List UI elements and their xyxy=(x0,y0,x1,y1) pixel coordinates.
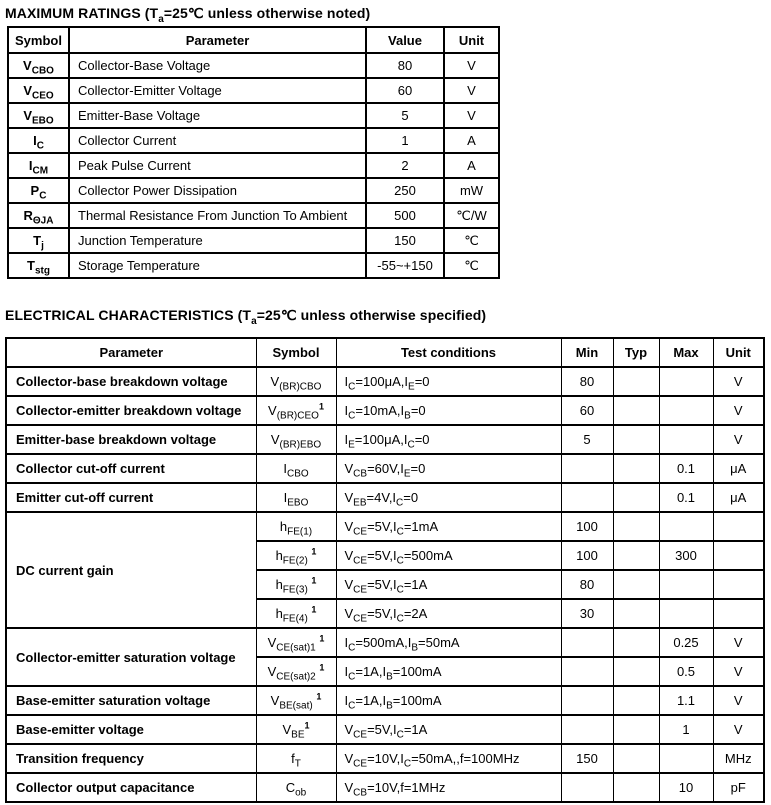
cell-min: 80 xyxy=(561,570,613,599)
cell-typ xyxy=(613,599,659,628)
cell-unit: V xyxy=(713,367,764,396)
table-header-row xyxy=(6,338,764,367)
cell-max: 10 xyxy=(659,773,713,802)
cell-symbol: $T_j$ xyxy=(8,228,69,253)
column-header-typ: Typ xyxy=(613,338,659,367)
cell-unit: V xyxy=(444,78,499,103)
cell-unit: V xyxy=(713,628,764,657)
cell-min xyxy=(561,686,613,715)
cell-max: 0.1 xyxy=(659,483,713,512)
cell-unit: μA xyxy=(713,483,764,512)
cell-unit: ℃/W xyxy=(444,203,499,228)
table-row xyxy=(6,744,764,773)
cell-test-conditions: $V_{CE}=5V,I_C=1A$ xyxy=(336,715,561,744)
cell-unit xyxy=(713,512,764,541)
cell-min: 80 xyxy=(561,367,613,396)
cell-max: 300 xyxy=(659,541,713,570)
table-row xyxy=(8,53,499,78)
cell-typ xyxy=(613,425,659,454)
table-row xyxy=(8,228,499,253)
cell-parameter: Collector Current xyxy=(69,128,366,153)
cell-unit: A xyxy=(444,128,499,153)
cell-unit: V xyxy=(713,715,764,744)
column-header-unit: Unit xyxy=(713,338,764,367)
cell-symbol: $T_{stg}$ xyxy=(8,253,69,278)
cell-min: 100 xyxy=(561,541,613,570)
cell-test-conditions: $V_{CE}=5V,I_C=1mA$ xyxy=(336,512,561,541)
cell-unit: V xyxy=(713,396,764,425)
cell-max xyxy=(659,570,713,599)
cell-parameter: Emitter-base breakdown voltage xyxy=(6,425,256,454)
cell-test-conditions: $I_C=1A,I_B=100mA$ xyxy=(336,686,561,715)
cell-symbol: $V_{BE}^1$ xyxy=(256,715,336,744)
column-header-value: Value xyxy=(366,27,444,53)
cell-max: 1.1 xyxy=(659,686,713,715)
cell-parameter: Collector-Base Voltage xyxy=(69,53,366,78)
cell-max: 0.1 xyxy=(659,454,713,483)
cell-parameter: Base-emitter saturation voltage xyxy=(6,686,256,715)
cell-symbol: $V_{CBO}$ xyxy=(8,53,69,78)
cell-unit: V xyxy=(713,425,764,454)
cell-max: 0.5 xyxy=(659,657,713,686)
cell-value: 60 xyxy=(366,78,444,103)
cell-symbol: $h_{FE(1)}$ xyxy=(256,512,336,541)
cell-typ xyxy=(613,628,659,657)
cell-parameter: Collector-Emitter Voltage xyxy=(69,78,366,103)
column-header-parameter: Parameter xyxy=(69,27,366,53)
cell-symbol: $V_{(BR)CBO}$ xyxy=(256,367,336,396)
cell-symbol: $V_{CEO}$ xyxy=(8,78,69,103)
column-header-unit: Unit xyxy=(444,27,499,53)
cell-min: 30 xyxy=(561,599,613,628)
table-row xyxy=(6,396,764,425)
cell-typ xyxy=(613,396,659,425)
cell-test-conditions: $V_{CB}=60V,I_E=0$ xyxy=(336,454,561,483)
table-row xyxy=(6,715,764,744)
cell-unit xyxy=(713,570,764,599)
cell-parameter: Collector-base breakdown voltage xyxy=(6,367,256,396)
column-header-test-conditions: Test conditions xyxy=(336,338,561,367)
cell-parameter: Collector-emitter saturation voltage xyxy=(6,628,256,686)
cell-symbol: $V_{CE(sat)1}$ $^1$ xyxy=(256,628,336,657)
cell-parameter: Thermal Resistance From Junction To Ambient xyxy=(69,203,366,228)
cell-symbol: $h_{FE(2)}$ $^1$ xyxy=(256,541,336,570)
table-row xyxy=(6,512,764,541)
table-row xyxy=(6,773,764,802)
cell-value: 80 xyxy=(366,53,444,78)
table-row xyxy=(8,178,499,203)
cell-unit xyxy=(713,541,764,570)
table-row xyxy=(8,153,499,178)
cell-symbol: $V_{BE(sat)}$ $^1$ xyxy=(256,686,336,715)
cell-min xyxy=(561,628,613,657)
table-row xyxy=(8,78,499,103)
cell-typ xyxy=(613,483,659,512)
cell-min xyxy=(561,483,613,512)
column-header-symbol: Symbol xyxy=(256,338,336,367)
cell-symbol: $V_{(BR)CEO}^1$ xyxy=(256,396,336,425)
column-header-min: Min xyxy=(561,338,613,367)
cell-symbol: $P_C$ xyxy=(8,178,69,203)
cell-parameter: Transition frequency xyxy=(6,744,256,773)
maximum-ratings-table xyxy=(7,26,500,279)
cell-symbol: $I_C$ xyxy=(8,128,69,153)
cell-typ xyxy=(613,512,659,541)
cell-value: 500 xyxy=(366,203,444,228)
cell-parameter: Junction Temperature xyxy=(69,228,366,253)
cell-test-conditions: $V_{CE}=10V,I_C=50mA,,f=100MHz$ xyxy=(336,744,561,773)
cell-symbol: $I_{CBO}$ xyxy=(256,454,336,483)
cell-parameter: Emitter-Base Voltage xyxy=(69,103,366,128)
cell-unit: μA xyxy=(713,454,764,483)
cell-value: 5 xyxy=(366,103,444,128)
cell-symbol: $R_{\Theta JA}$ xyxy=(8,203,69,228)
cell-unit: mW xyxy=(444,178,499,203)
cell-parameter: Collector Power Dissipation xyxy=(69,178,366,203)
table-row xyxy=(6,686,764,715)
column-header-symbol: Symbol xyxy=(8,27,69,53)
cell-unit: V xyxy=(713,657,764,686)
cell-typ xyxy=(613,686,659,715)
cell-unit: V xyxy=(713,686,764,715)
cell-typ xyxy=(613,657,659,686)
cell-parameter: Collector cut-off current xyxy=(6,454,256,483)
cell-symbol: $I_{EBO}$ xyxy=(256,483,336,512)
cell-test-conditions: $I_C=1A,I_B=100mA$ xyxy=(336,657,561,686)
cell-parameter: Base-emitter voltage xyxy=(6,715,256,744)
cell-min xyxy=(561,657,613,686)
cell-symbol: $V_{(BR)EBO}$ xyxy=(256,425,336,454)
cell-min: 150 xyxy=(561,744,613,773)
cell-value: -55~+150 xyxy=(366,253,444,278)
cell-unit: ℃ xyxy=(444,228,499,253)
table-row xyxy=(8,203,499,228)
table-row xyxy=(8,253,499,278)
cell-test-conditions: $I_E=100\mu A,I_C=0$ xyxy=(336,425,561,454)
table-row xyxy=(6,454,764,483)
cell-symbol: $C_{ob}$ xyxy=(256,773,336,802)
cell-symbol: $h_{FE(3)}$ $^1$ xyxy=(256,570,336,599)
cell-value: 150 xyxy=(366,228,444,253)
cell-value: 2 xyxy=(366,153,444,178)
cell-test-conditions: $V_{CE}=5V,I_C=500mA$ xyxy=(336,541,561,570)
cell-unit: ℃ xyxy=(444,253,499,278)
cell-test-conditions: $I_C=500mA,I_B=50mA$ xyxy=(336,628,561,657)
cell-unit: V xyxy=(444,103,499,128)
table-row xyxy=(8,128,499,153)
cell-parameter: DC current gain xyxy=(6,512,256,628)
cell-max xyxy=(659,367,713,396)
cell-test-conditions: $I_C=100\mu A,I_E=0$ xyxy=(336,367,561,396)
cell-typ xyxy=(613,541,659,570)
cell-parameter: Collector output capacitance xyxy=(6,773,256,802)
cell-min xyxy=(561,454,613,483)
table-row xyxy=(8,103,499,128)
column-header-parameter: Parameter xyxy=(6,338,256,367)
cell-max xyxy=(659,744,713,773)
cell-typ xyxy=(613,715,659,744)
cell-test-conditions: $V_{EB}=4V,I_C=0$ xyxy=(336,483,561,512)
cell-symbol: $I_{CM}$ xyxy=(8,153,69,178)
cell-test-conditions: $I_C=10mA,I_B=0$ xyxy=(336,396,561,425)
cell-unit: pF xyxy=(713,773,764,802)
cell-unit: V xyxy=(444,53,499,78)
cell-test-conditions: $V_{CE}=5V,I_C=1A$ xyxy=(336,570,561,599)
electrical-characteristics-title: ELECTRICAL CHARACTERISTICS ($T_a=25℃$ unless otherwise specified) xyxy=(5,307,487,327)
cell-typ xyxy=(613,570,659,599)
cell-unit xyxy=(713,599,764,628)
electrical-characteristics-table xyxy=(5,337,765,803)
cell-min xyxy=(561,715,613,744)
cell-typ xyxy=(613,367,659,396)
cell-parameter: Emitter cut-off current xyxy=(6,483,256,512)
cell-min: 100 xyxy=(561,512,613,541)
table-row xyxy=(6,483,764,512)
cell-value: 1 xyxy=(366,128,444,153)
cell-test-conditions: $V_{CE}=5V,I_C=2A$ xyxy=(336,599,561,628)
cell-min: 5 xyxy=(561,425,613,454)
cell-test-conditions: $V_{CB}=10V,f=1MHz$ xyxy=(336,773,561,802)
column-header-max: Max xyxy=(659,338,713,367)
cell-typ xyxy=(613,773,659,802)
cell-symbol: $V_{CE(sat)2}$ $^1$ xyxy=(256,657,336,686)
cell-typ xyxy=(613,454,659,483)
cell-symbol: $V_{EBO}$ xyxy=(8,103,69,128)
cell-unit: A xyxy=(444,153,499,178)
table-header-row xyxy=(8,27,499,53)
cell-max xyxy=(659,396,713,425)
cell-parameter: Storage Temperature xyxy=(69,253,366,278)
cell-unit: MHz xyxy=(713,744,764,773)
table-row xyxy=(6,628,764,657)
max-ratings-title: MAXIMUM RATINGS ($T_a=25℃$ unless otherwise noted) xyxy=(5,5,371,25)
cell-parameter: Peak Pulse Current xyxy=(69,153,366,178)
cell-symbol: $f_T$ xyxy=(256,744,336,773)
cell-typ xyxy=(613,744,659,773)
cell-symbol: $h_{FE(4)}$ $^1$ xyxy=(256,599,336,628)
cell-max xyxy=(659,425,713,454)
table-row xyxy=(6,425,764,454)
cell-max xyxy=(659,599,713,628)
cell-min: 60 xyxy=(561,396,613,425)
cell-max: 0.25 xyxy=(659,628,713,657)
cell-parameter: Collector-emitter breakdown voltage xyxy=(6,396,256,425)
cell-max: 1 xyxy=(659,715,713,744)
cell-min xyxy=(561,773,613,802)
cell-max xyxy=(659,512,713,541)
table-row xyxy=(6,367,764,396)
cell-value: 250 xyxy=(366,178,444,203)
